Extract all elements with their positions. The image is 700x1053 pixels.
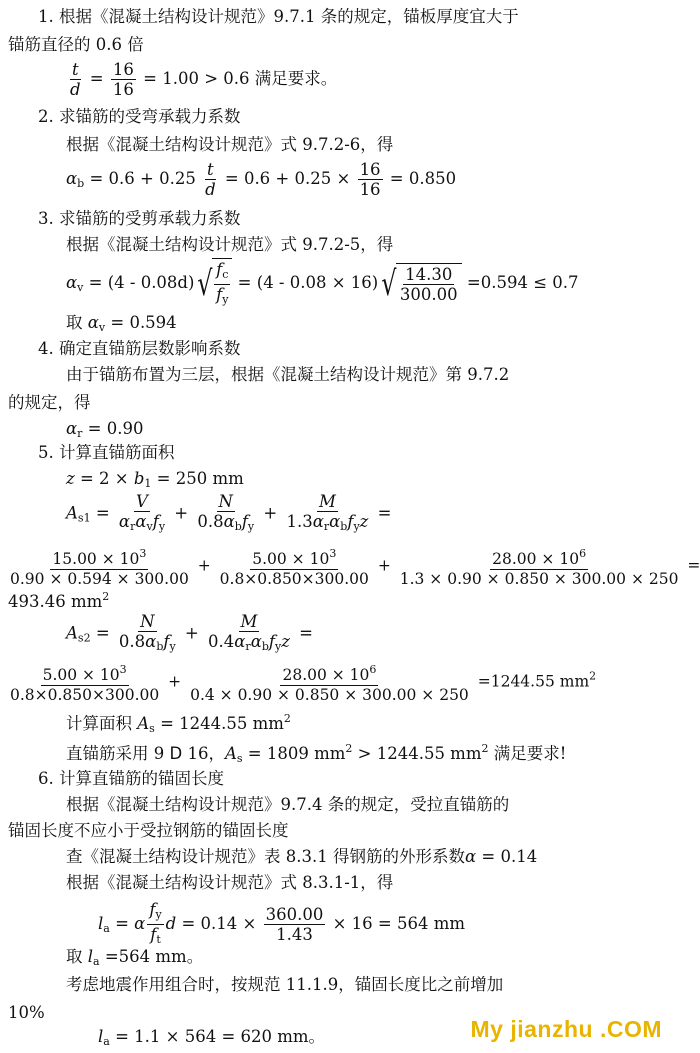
para-1-line-1: 1. 根据《混凝土结构设计规范》9.7.1 条的规定，锚板厚度宜大于 xyxy=(38,7,519,26)
shape-coefficient: 查《混凝土结构设计规范》表 8.3.1 得钢筋的外形系数α = 0.14 xyxy=(66,847,538,866)
equation-as2-formula: $A_{s2}$ = $\frac{N}{0.8\alpha_bf_y}$ + $\frac{M}{0.4\alpha_r\alpha_bf_yz}$ = xyxy=(66,612,313,653)
equation-z: $z = 2 \times b_1 = 250$ mm xyxy=(66,469,244,490)
equation-t-over-d: $\frac{t}{d}$ = $\frac{16}{16}$ = 1.00 > 0.6 满足要求。 xyxy=(70,60,338,99)
take-alpha-v: 取 $\alpha_v = 0.594$ xyxy=(66,313,177,334)
percent-increase: 10% xyxy=(8,1003,45,1022)
site-watermark-logo: My jianzhu .COM xyxy=(470,1016,662,1042)
equation-alpha-b: $\alpha_b = 0.6 + 0.25$ $\frac{t}{d}$ = 0.6 + 0.25 × $\frac{16}{16}$ = 0.850 xyxy=(66,160,457,199)
heading-5: 5. 计算直锚筋面积 xyxy=(38,443,175,462)
reference-3: 根据《混凝土结构设计规范》式 9.7.2-5，得 xyxy=(66,235,394,254)
equation-la: $l_a = \alpha$ $\frac{f_y}{f_t}$ d = 0.14 × $\frac{360.00}{1.43}$ × 16 = 564 mm xyxy=(98,900,465,946)
take-la: 取 $l_a =564$ mm。 xyxy=(66,947,204,968)
equation-as1-formula: $A_{s1}$ = $\frac{V}{\alpha_r\alpha_vf_y}$ + $\frac{N}{0.8\alpha_bf_y}$ + $\frac{M}{1.3\alpha_r\alpha_bf_yz}$ = xyxy=(66,492,392,533)
heading-4: 4. 确定直锚筋层数影响系数 xyxy=(38,339,241,358)
equation-as2-numeric: $\frac{5.00 \times 10^3}{0.8\times 0.850\times 300.00}$ + $\frac{28.00 \times 10^6}{0.4 \times 0.90 \times 0.850 \times 300.00 \times 250}$ =1244.55 $mm^2$ xyxy=(6,660,596,705)
para-4-line-1: 由于锚筋布置为三层，根据《混凝土结构设计规范》第 9.7.2 xyxy=(66,365,510,384)
para-6-line-2: 锚固长度不应小于受拉钢筋的锚固长度 xyxy=(8,821,289,840)
calculated-area: 计算面积 $A_s = 1244.55$ $mm^2$ xyxy=(66,712,291,735)
reference-2: 根据《混凝土结构设计规范》式 9.7.2-6，得 xyxy=(66,135,394,154)
equation-as1-numeric: $\frac{15.00 \times 10^3}{0.90 \times 0.594 \times 300.00}$ + $\frac{5.00 \times 10^3}{0.8\times 0.850\times 300.00}$ + $\frac{28.00 \times 10^6}{1.3 \times 0.90 \times 0.850 \times 300.00 \times 250}$ = xyxy=(6,544,700,589)
adopted-bars: 直锚筋采用 9 D 16，$A_s = 1809$ $mm^2 > 1244.55$ $mm^2$ 满足要求! xyxy=(66,742,567,765)
equation-alpha-r: $\alpha_r = 0.90$ xyxy=(66,419,144,440)
heading-3: 3. 求锚筋的受剪承载力系数 xyxy=(38,209,241,228)
para-1-line-2: 锚筋直径的 0.6 倍 xyxy=(8,35,144,54)
heading-2: 2. 求锚筋的受弯承载力系数 xyxy=(38,107,241,126)
as1-result: 493.46 $mm^2$ xyxy=(8,590,110,611)
para-6-line-1: 根据《混凝土结构设计规范》9.7.4 条的规定，受拉直锚筋的 xyxy=(66,795,510,814)
seismic-note: 考虑地震作用组合时，按规范 11.1.9，锚固长度比之前增加 xyxy=(66,975,504,994)
final-la: $l_a = 1.1 \times 564 = 620$ mm。 xyxy=(98,1027,326,1048)
para-4-line-2: 的规定，得 xyxy=(8,393,91,412)
reference-6: 根据《混凝土结构设计规范》式 8.3.1-1，得 xyxy=(66,873,394,892)
heading-6: 6. 计算直锚筋的锚固长度 xyxy=(38,769,224,788)
equation-alpha-v: $\alpha_v = (4 - 0.08d)$ √ $\frac{f_c}{f_y}$ = (4 - 0.08 × 16) √ $\frac{14.30}{300.00}$ =0.594 ≤ 0.7 xyxy=(66,258,579,309)
